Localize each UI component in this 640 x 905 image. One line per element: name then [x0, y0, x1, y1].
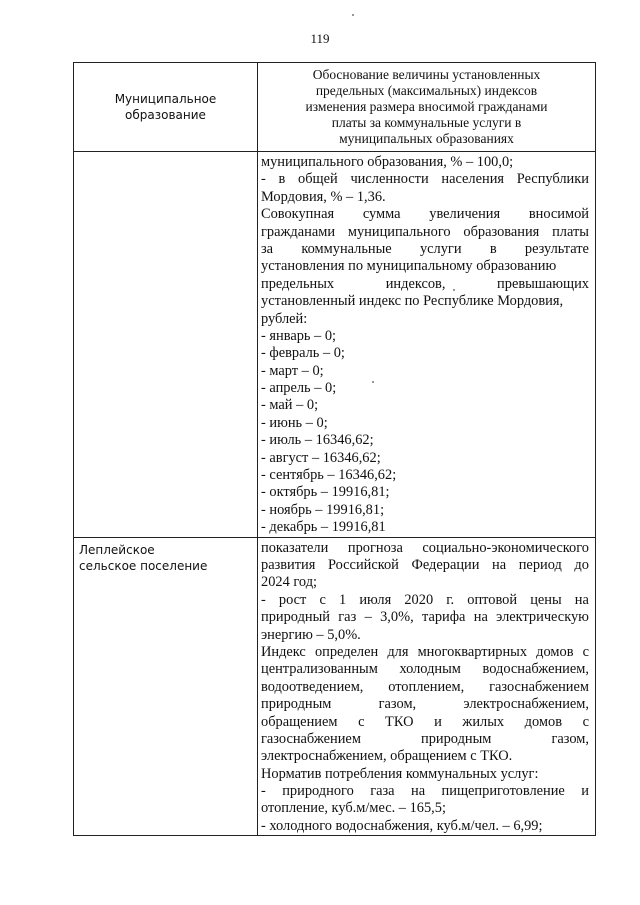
text-word: природного [282, 783, 354, 800]
text-word: общей [298, 171, 338, 188]
text-line: - октябрь – 19916,81; [261, 484, 390, 501]
text-word: электрическую [496, 609, 589, 626]
text-word: с [582, 713, 589, 730]
text-word: обращением [261, 713, 338, 730]
table-header-row [74, 63, 596, 152]
text-line: установления по муниципальному образованию [261, 258, 557, 275]
text-word: – [364, 609, 372, 626]
page-number: 119 [310, 31, 330, 46]
text-word: газоснабжением [489, 678, 589, 695]
scan-speck [352, 14, 354, 16]
text-line [261, 679, 589, 696]
justification-cell [258, 537, 596, 836]
text-word: тарифа [421, 609, 466, 626]
text-line: муниципального образования, % – 100,0; [261, 154, 514, 170]
text-line [261, 171, 589, 188]
text-word: - [261, 591, 266, 608]
text-word: численности [350, 171, 429, 188]
text-word: показатели [261, 539, 329, 556]
header-justification-line: изменения размера вносимой гражданами [305, 99, 548, 114]
text-line [261, 609, 589, 626]
text-line [261, 661, 589, 678]
header-justification-line: муниципальных образованиях [339, 131, 514, 146]
text-word: за [261, 240, 274, 257]
text-word: пищеприготовление [441, 783, 565, 800]
text-word: газ [338, 609, 357, 626]
text-line: - январь – 0; [261, 327, 337, 344]
text-word: отоплением, [388, 678, 465, 695]
header-justification-line: платы за коммунальные услуги в [331, 115, 522, 130]
text-word: водоснабжением, [482, 661, 589, 678]
text-word: домов [536, 643, 574, 660]
text-line: энергию – 5,0%. [261, 626, 361, 643]
text-word: природным [421, 730, 492, 747]
municipality-name: Леплейское [79, 542, 155, 557]
text-word: платы [552, 223, 589, 240]
text-word: период [518, 556, 562, 573]
text-line [261, 241, 589, 258]
text-word: вносимой [528, 206, 589, 223]
text-word: Индекс [261, 643, 306, 660]
text-word: Российской [327, 556, 399, 573]
text-word: многоквартирных [417, 643, 528, 660]
text-line [261, 206, 589, 223]
text-word: централизованным [261, 661, 378, 678]
header-municipality-line: Муниципальное [114, 92, 217, 106]
justification-cell [258, 152, 596, 538]
municipality-cell [74, 537, 258, 836]
text-line: - февраль – 0; [261, 345, 345, 362]
municipality-cell-empty [74, 152, 258, 538]
text-word: с [319, 591, 326, 608]
text-word: холодным [399, 661, 461, 678]
header-municipality-line: образование [125, 108, 206, 122]
text-word: определен [314, 643, 379, 660]
text-word: на [492, 556, 507, 573]
text-word: индексов, [385, 275, 446, 292]
text-line: электроснабжением, обращением с ТКО. [261, 748, 513, 765]
text-word: газа [370, 783, 395, 800]
text-word: рост [278, 591, 307, 608]
text-word: услуги [419, 240, 462, 257]
text-line: - июль – 16346,62; [261, 432, 374, 449]
text-word: домов [524, 713, 563, 730]
scan-speck [372, 381, 374, 383]
text-line: - июнь – 0; [261, 414, 328, 431]
text-line [261, 696, 589, 713]
text-word: образования [463, 223, 540, 240]
scan-speck [453, 289, 455, 291]
text-word: и [581, 783, 589, 800]
text-line: - декабрь – 19916,81 [261, 519, 386, 536]
header-justification [258, 63, 596, 152]
text-word: и [434, 713, 442, 730]
header-justification-line: предельных (максимальных) индексов [315, 83, 538, 98]
text-line: - ноябрь – 19916,81; [261, 501, 385, 518]
text-line: - август – 16346,62; [261, 449, 381, 466]
text-word: 3,0%, [380, 609, 414, 626]
text-line: 2024 год; [261, 574, 318, 591]
text-line: Мордовия, % – 1,36. [261, 188, 386, 205]
text-word: на [574, 591, 589, 608]
text-word: - [261, 171, 266, 188]
text-line [261, 540, 589, 557]
text-line [261, 644, 589, 661]
header-municipality [74, 63, 258, 152]
text-word: предельных [261, 275, 335, 292]
text-word: ТКО [385, 713, 414, 730]
text-line [261, 592, 589, 609]
text-word: прогноза [347, 539, 403, 556]
text-word: водоотведением, [261, 678, 364, 695]
text-word: жилых [462, 713, 505, 730]
text-word: социально-экономического [422, 539, 589, 556]
municipality-name: сельское поселение [79, 558, 208, 573]
text-word: г. [446, 591, 455, 608]
text-word: населения [441, 171, 505, 188]
text-word: 1 [339, 591, 347, 608]
text-word: Совокупная [261, 206, 335, 223]
text-word: - [261, 783, 266, 800]
text-word: природный [261, 609, 330, 626]
text-line [261, 783, 589, 800]
text-word: развития [261, 556, 316, 573]
table-row [74, 152, 596, 538]
text-word: сумма [362, 206, 401, 223]
text-line: - май – 0; [261, 397, 319, 414]
text-word: газом, [378, 696, 417, 713]
text-line: отопление, куб.м/мес. – 165,5; [261, 800, 446, 817]
text-word: в [489, 240, 497, 257]
text-line: - холодного водоснабжения, куб.м/чел. – 6,99; [261, 817, 543, 834]
text-line: - апрель – 0; [261, 380, 337, 397]
text-word: июля [359, 591, 392, 608]
text-word: превышающих [497, 275, 589, 292]
text-line: - март – 0; [261, 362, 324, 379]
text-line [261, 557, 589, 574]
table-row [74, 537, 596, 836]
text-word: цены [530, 591, 562, 608]
text-line: - сентябрь – 16346,62; [261, 467, 397, 484]
text-word: на [473, 609, 488, 626]
text-line: рублей: [261, 310, 308, 327]
text-word: для [387, 643, 409, 660]
text-line [261, 714, 589, 731]
text-word: электроснабжением, [463, 696, 589, 713]
text-word: с [358, 713, 365, 730]
text-line: Норматив потребления коммунальных услуг: [261, 765, 539, 782]
text-word: газоснабжением [261, 730, 361, 747]
text-word: гражданами [261, 223, 336, 240]
text-word: муниципального [347, 223, 451, 240]
text-word: увеличения [429, 206, 501, 223]
text-word: результате [524, 240, 589, 257]
text-word: оптовой [467, 591, 518, 608]
text-word: в [278, 171, 286, 188]
text-word: с [582, 643, 589, 660]
text-line [261, 731, 589, 748]
text-word: природным [261, 696, 332, 713]
text-word: Федерации [411, 556, 480, 573]
text-word: коммунальные [301, 240, 392, 257]
header-justification-line: Обоснование величины установленных [312, 67, 541, 82]
indices-table [73, 62, 596, 836]
text-line: установленный индекс по Республике Мордовия, [261, 293, 564, 310]
text-word: на [411, 783, 426, 800]
text-word: газом, [551, 730, 589, 747]
text-line [261, 224, 589, 241]
text-word: до [574, 556, 589, 573]
text-word: Республики [516, 171, 589, 188]
text-line [261, 276, 589, 293]
text-word: 2020 [404, 591, 434, 608]
